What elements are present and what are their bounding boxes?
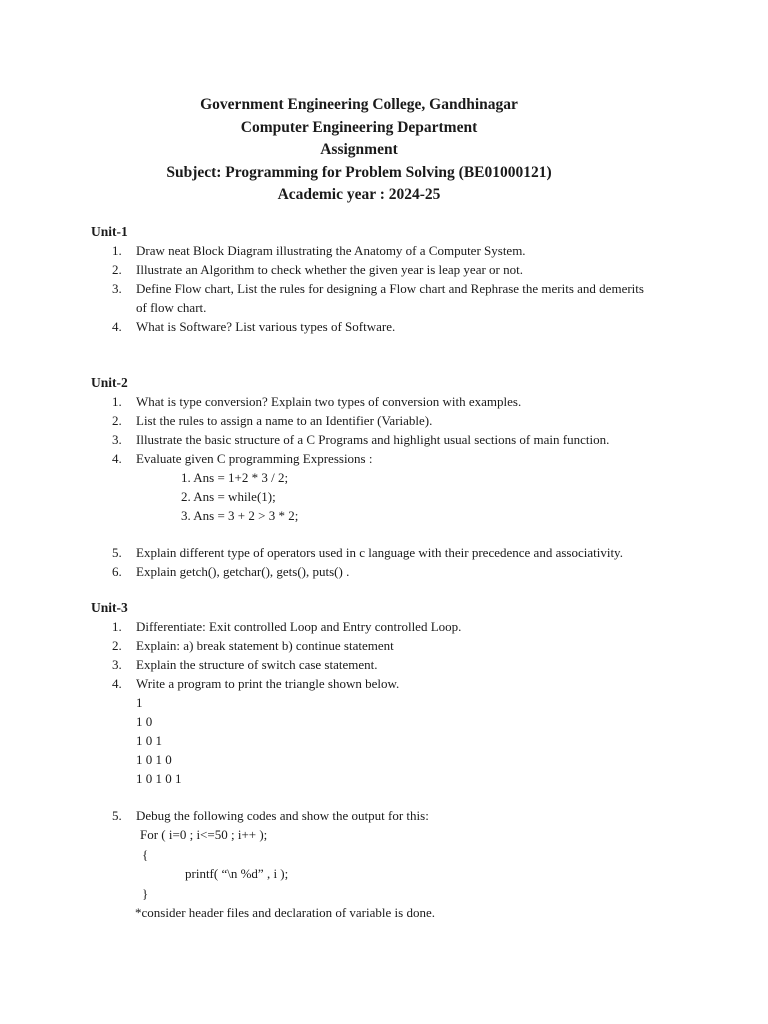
list-item [91,241,691,260]
expression-line: 1. Ans = 1+2 * 3 / 2; [181,470,289,485]
item-number: 1. [112,619,122,634]
list-item [91,806,691,923]
list-item [91,317,691,336]
unit-2-list [91,392,691,581]
expression-line: 3. Ans = 3 + 2 > 3 * 2; [181,508,299,523]
code-line: { [142,846,149,862]
list-item [91,411,691,430]
code-line: printf( “\n %d” , i ); [185,866,289,881]
list-item [91,449,691,525]
question-text: Differentiate: Exit controlled Loop and Entry controlled Loop. [136,619,462,634]
item-number: 5. [112,808,122,823]
item-number: 4. [112,451,122,466]
triangle-row: 1 0 1 0 [136,752,172,767]
question-text: Draw neat Block Diagram illustrating the Anatomy of a Computer System. [136,243,526,258]
document-header [0,94,718,207]
list-item [91,543,691,562]
unit-1-title: Unit-1 [91,224,128,239]
department-name: Computer Engineering Department [240,118,478,136]
triangle-row: 1 0 [136,714,153,729]
question-text: Evaluate given C programming Expressions : [136,451,373,466]
triangle-row: 1 [136,695,143,710]
question-text: What is type conversion? Explain two types of conversion with examples. [136,394,522,409]
subject-title: Subject: Programming for Problem Solving (BE01000121) [166,163,552,181]
expression-line: 2. Ans = while(1); [181,489,276,504]
code-line: For ( i=0 ; i<=50 ; i++ ); [140,827,268,842]
item-number: 4. [112,676,122,691]
list-item [91,562,691,581]
question-text: Debug the following codes and show the output for this: [136,808,429,823]
item-number: 3. [112,281,122,296]
list-item [91,279,691,317]
list-item [91,430,691,449]
unit-2-section [91,373,691,581]
item-number: 4. [112,319,122,334]
unit-1-section [91,222,691,336]
document-type: Assignment [320,141,398,158]
unit-3-section [91,598,691,923]
list-item [91,674,691,788]
triangle-row: 1 0 1 0 1 [136,771,182,786]
question-text: Define Flow chart, List the rules for designing a Flow chart and Rephrase the merits and demerits [136,281,644,296]
item-number: 5. [112,545,122,560]
question-text: List the rules to assign a name to an Identifier (Variable). [136,413,433,428]
academic-year: Academic year : 2024-25 [277,186,441,203]
question-text: Explain different type of operators used in c language with their precedence and associativity. [136,545,623,560]
list-item [91,636,691,655]
question-text: Write a program to print the triangle shown below. [136,676,400,691]
list-item [91,655,691,674]
triangle-row: 1 0 1 [136,733,162,748]
question-text: Illustrate an Algorithm to check whether the given year is leap year or not. [136,262,523,277]
question-text: Explain the structure of switch case statement. [136,657,378,672]
item-number: 3. [112,657,122,672]
unit-3-title: Unit-3 [91,600,128,615]
list-item [91,260,691,279]
unit-1-list [91,241,691,336]
college-name: Government Engineering College, Gandhinagar [200,96,518,113]
code-note: *consider header files and declaration of variable is done. [135,905,435,920]
item-number: 1. [112,243,122,258]
item-number: 2. [112,262,122,277]
item-number: 2. [112,413,122,428]
item-number: 1. [112,394,122,409]
question-text: Explain: a) break statement b) continue statement [136,638,394,653]
question-text: Illustrate the basic structure of a C Programs and highlight usual sections of main function. [136,432,610,447]
question-text-continued: of flow chart. [136,300,207,315]
item-number: 3. [112,432,122,447]
list-item [91,617,691,636]
question-text: What is Software? List various types of Software. [136,319,396,334]
item-number: 6. [112,564,122,579]
unit-3-list [91,617,691,923]
question-text: Explain getch(), getchar(), gets(), puts() . [136,564,350,579]
item-number: 2. [112,638,122,653]
unit-2-title: Unit-2 [91,375,128,390]
list-item [91,392,691,411]
code-line: } [142,885,149,901]
